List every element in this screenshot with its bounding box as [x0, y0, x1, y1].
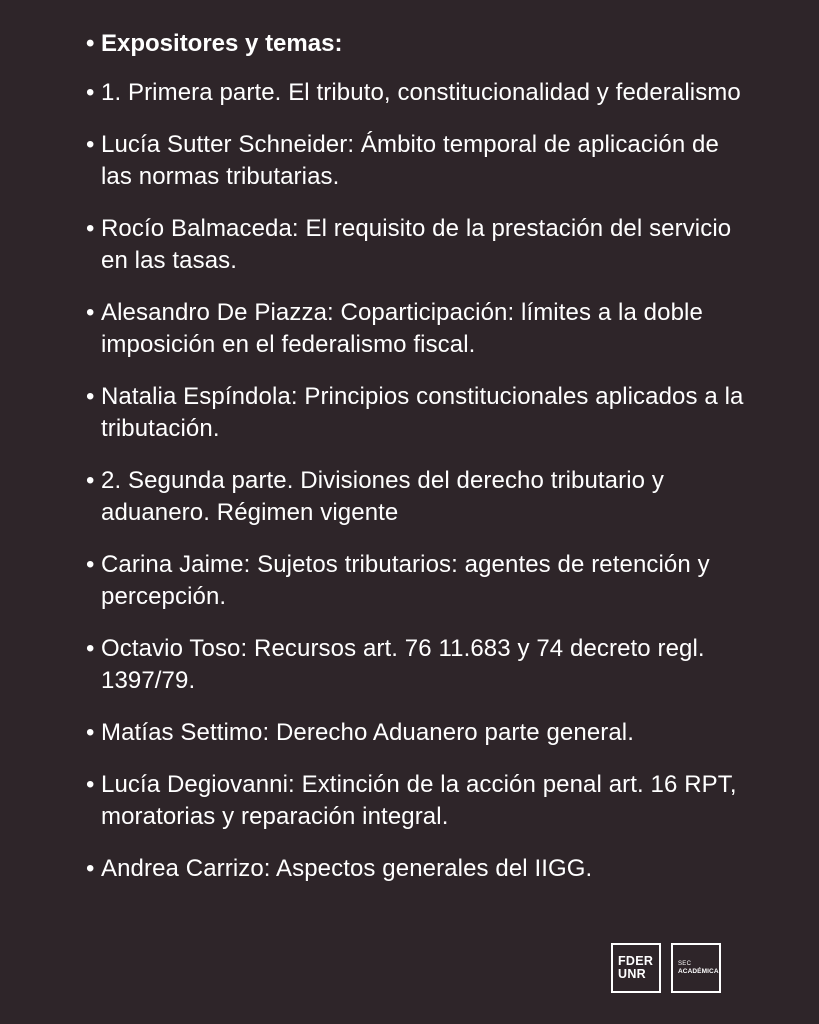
list-item	[86, 769, 746, 833]
list-bullet: •	[86, 131, 95, 158]
list-item-text: Lucía Sutter Schneider: Ámbito temporal de aplicación de las normas tributarias.	[101, 131, 719, 190]
list-item-part-1	[86, 77, 746, 109]
sec-academica-logo	[671, 943, 721, 993]
list-item-text: Octavio Toso: Recursos art. 76 11.683 y 74 decreto regl. 1397/79.	[101, 635, 705, 694]
list-item-text: Andrea Carrizo: Aspectos generales del IIGG.	[101, 855, 593, 882]
list-item-text: Lucía Degiovanni: Extinción de la acción penal art. 16 RPT, moratorias y reparación integral.	[101, 771, 737, 830]
list-item-part-2	[86, 465, 746, 529]
list-bullet: •	[86, 467, 95, 494]
list-item-text: 1. Primera parte. El tributo, constitucionalidad y federalismo	[101, 79, 741, 106]
sec-logo-line2: ACADÉMICA	[678, 967, 719, 975]
list-item	[86, 853, 746, 885]
fder-logo-line2: UNR	[618, 967, 646, 981]
section-title: Expositores y temas:	[101, 30, 343, 57]
speakers-list	[86, 28, 746, 905]
sec-logo-line1: SEC	[678, 960, 692, 967]
list-bullet: •	[86, 635, 95, 662]
list-item	[86, 549, 746, 613]
list-item	[86, 633, 746, 697]
list-bullet: •	[86, 719, 95, 746]
list-item-text: Carina Jaime: Sujetos tributarios: agentes de retención y percepción.	[101, 551, 710, 610]
list-item-text: Matías Settimo: Derecho Aduanero parte general.	[101, 719, 635, 746]
list-item-text: Natalia Espíndola: Principios constitucionales aplicados a la tributación.	[101, 383, 744, 442]
list-item-text: Alesandro De Piazza: Coparticipación: límites a la doble imposición en el federalismo fiscal.	[101, 299, 703, 358]
list-item	[86, 129, 746, 193]
list-item-text: 2. Segunda parte. Divisiones del derecho tributario y aduanero. Régimen vigente	[101, 467, 664, 526]
list-bullet: •	[86, 299, 95, 326]
fder-logo-line1: FDER	[618, 954, 654, 968]
list-item	[86, 297, 746, 361]
list-bullet: •	[86, 383, 95, 410]
list-bullet: •	[86, 79, 95, 106]
list-item	[86, 213, 746, 277]
list-bullet: •	[86, 771, 95, 798]
list-item	[86, 717, 746, 749]
list-bullet: •	[86, 855, 95, 882]
section-heading	[86, 28, 746, 60]
list-item-text: Rocío Balmaceda: El requisito de la prestación del servicio en las tasas.	[101, 215, 732, 274]
list-item	[86, 381, 746, 445]
list-bullet: •	[86, 215, 95, 242]
heading-bullet: •	[86, 30, 95, 57]
list-bullet: •	[86, 551, 95, 578]
logos	[611, 943, 721, 993]
fder-unr-logo	[611, 943, 661, 993]
